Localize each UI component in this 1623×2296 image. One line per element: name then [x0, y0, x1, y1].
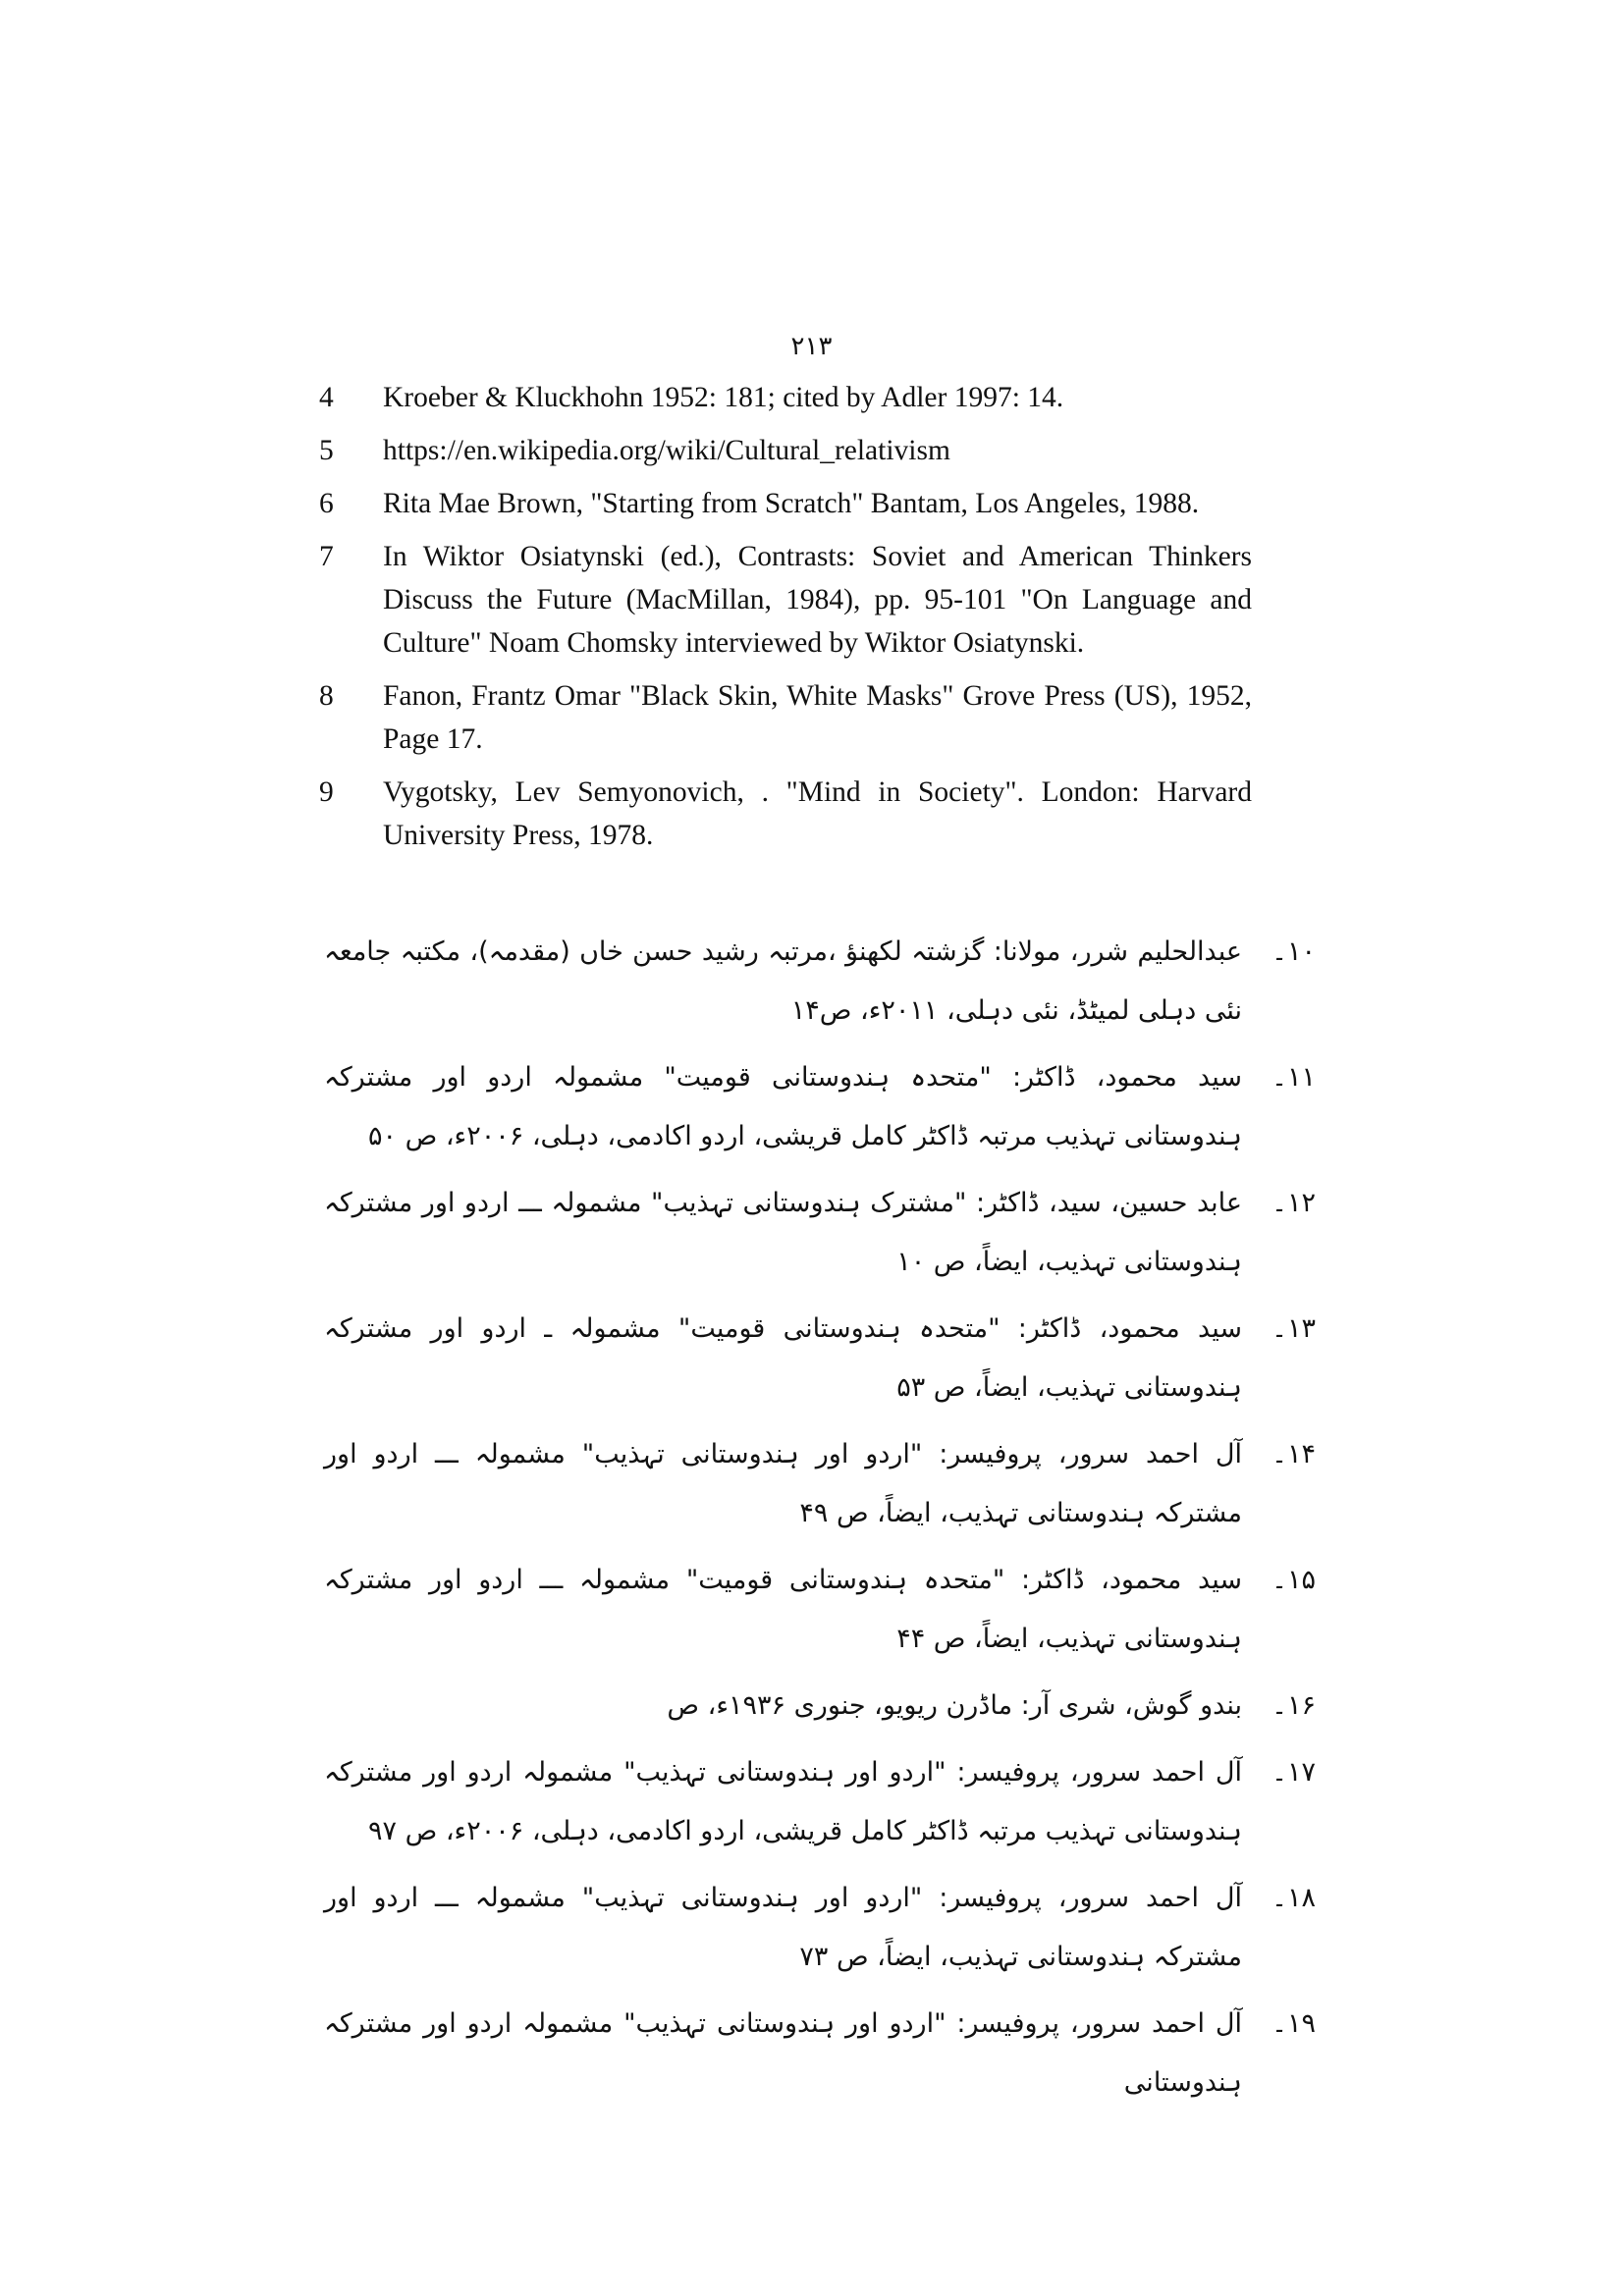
footnote-text: سید محمود، ڈاکٹر: "متحدہ ہندوستانی قومیت" مشمولہ ـــ اردو اور مشترکہ ہندوستانی تہذیب، ایضاً، ص ۴۴	[324, 1565, 1242, 1654]
footnote-number: ۱۱۔	[1271, 1062, 1316, 1093]
english-footnotes	[319, 376, 1252, 867]
footnote-number: ۱۶۔	[1271, 1690, 1316, 1721]
footnote-11	[324, 1048, 1316, 1166]
footnote-text: سید محمود، ڈاکٹر: "متحدہ ہندوستانی قومیت" مشمولہ ـ اردو اور مشترکہ ہندوستانی تہذیب، ایضاً، ص ۵۳	[324, 1313, 1242, 1403]
footnote-7	[319, 535, 1252, 665]
footnote-17	[324, 1743, 1316, 1861]
footnote-text: آل احمد سرور، پروفیسر: "اردو اور ہندوستانی تہذیب" مشمولہ اردو اور مشترکہ ہندوستانی تہذیب مرتبہ ڈاکٹر کامل قریشی، اردو اکادمی، دہلی، ۲۰۰۶ء، ص ۹۷	[324, 1757, 1242, 1846]
footnote-text: Kroeber & Kluckhohn 1952: 181; cited by Adler 1997: 14.	[383, 382, 1064, 413]
urdu-footnotes	[324, 923, 1316, 2120]
footnote-4	[319, 376, 1252, 419]
footnote-10	[324, 923, 1316, 1041]
footnote-number: ۱۵۔	[1271, 1565, 1316, 1595]
footnote-number: 6	[319, 488, 334, 519]
footnote-15	[324, 1551, 1316, 1669]
footnote-14	[324, 1425, 1316, 1543]
footnote-text: آل احمد سرور، پروفیسر: "اردو اور ہندوستانی تہذیب" مشمولہ اردو اور مشترکہ ہندوستانی	[324, 2008, 1242, 2098]
footnote-number: ۱۴۔	[1271, 1439, 1316, 1469]
footnote-text: https://en.wikipedia.org/wiki/Cultural_relativism	[383, 435, 950, 466]
footnote-number: ۱۰۔	[1271, 936, 1316, 967]
footnote-5	[319, 429, 1252, 472]
footnote-number: ۱۷۔	[1271, 1757, 1316, 1788]
footnote-text: عابد حسین، سید، ڈاکٹر: "مشترک ہندوستانی تہذیب" مشمولہ ـــ اردو اور مشترکہ ہندوستانی تہذیب، ایضاً، ص ۱۰	[324, 1188, 1242, 1277]
footnote-number: ۱۳۔	[1271, 1313, 1316, 1344]
footnote-number: 5	[319, 435, 334, 466]
footnote-13	[324, 1300, 1316, 1417]
footnote-number: ۱۹۔	[1271, 2008, 1316, 2039]
footnote-16	[324, 1677, 1316, 1735]
footnote-text: بندو گوش، شری آر: ماڈرن ریویو، جنوری ۱۹۳۶ء، ص	[667, 1690, 1242, 1721]
footnote-9	[319, 771, 1252, 857]
footnote-text: Rita Mae Brown, "Starting from Scratch" Bantam, Los Angeles, 1988.	[383, 488, 1200, 519]
footnote-text: Vygotsky, Lev Semyonovich, . "Mind in Society". London: Harvard University Press, 1978.	[383, 776, 1252, 851]
footnote-text: آل احمد سرور، پروفیسر: "اردو اور ہندوستانی تہذیب" مشمولہ ـــ اردو اور مشترکہ ہندوستانی تہذیب، ایضاً، ص ۷۳	[324, 1883, 1242, 1972]
page-number: ۲۱۳	[790, 332, 833, 361]
footnote-number: ۱۸۔	[1271, 1883, 1316, 1913]
footnote-text: سید محمود، ڈاکٹر: "متحدہ ہندوستانی قومیت" مشمولہ اردو اور مشترکہ ہندوستانی تہذیب مرتبہ ڈاکٹر کامل قریشی، اردو اکادمی، دہلی، ۲۰۰۶ء، ص ۵۰	[324, 1062, 1242, 1151]
footnote-text: Fanon, Frantz Omar "Black Skin, White Masks" Grove Press (US), 1952, Page 17.	[383, 680, 1252, 755]
footnote-12	[324, 1174, 1316, 1292]
footnote-6	[319, 482, 1252, 525]
footnote-number: ۱۲۔	[1271, 1188, 1316, 1218]
footnote-number: 4	[319, 382, 334, 413]
footnote-18	[324, 1869, 1316, 1987]
footnote-number: 7	[319, 541, 334, 572]
footnote-number: 8	[319, 680, 334, 712]
footnote-8	[319, 674, 1252, 761]
footnote-19	[324, 1995, 1316, 2112]
footnote-text: آل احمد سرور، پروفیسر: "اردو اور ہندوستانی تہذیب" مشمولہ ـــ اردو اور مشترکہ ہندوستانی تہذیب، ایضاً، ص ۴۹	[324, 1439, 1242, 1528]
footnote-text: عبدالحلیم شرر، مولانا: گزشتہ لکھنؤ ،مرتبہ رشید حسن خاں (مقدمہ)، مکتبہ جامعہ نئی دہلی لمیٹڈ، نئی دہلی، ۲۰۱۱ء، ص۱۴	[324, 936, 1242, 1026]
footnote-text: In Wiktor Osiatynski (ed.), Contrasts: Soviet and American Thinkers Discuss the Future (MacMillan, 1984), pp. 95-101 "On Language and Culture" Noam Chomsky interviewed by Wiktor Osiatynski.	[383, 541, 1252, 659]
footnote-number: 9	[319, 776, 334, 808]
